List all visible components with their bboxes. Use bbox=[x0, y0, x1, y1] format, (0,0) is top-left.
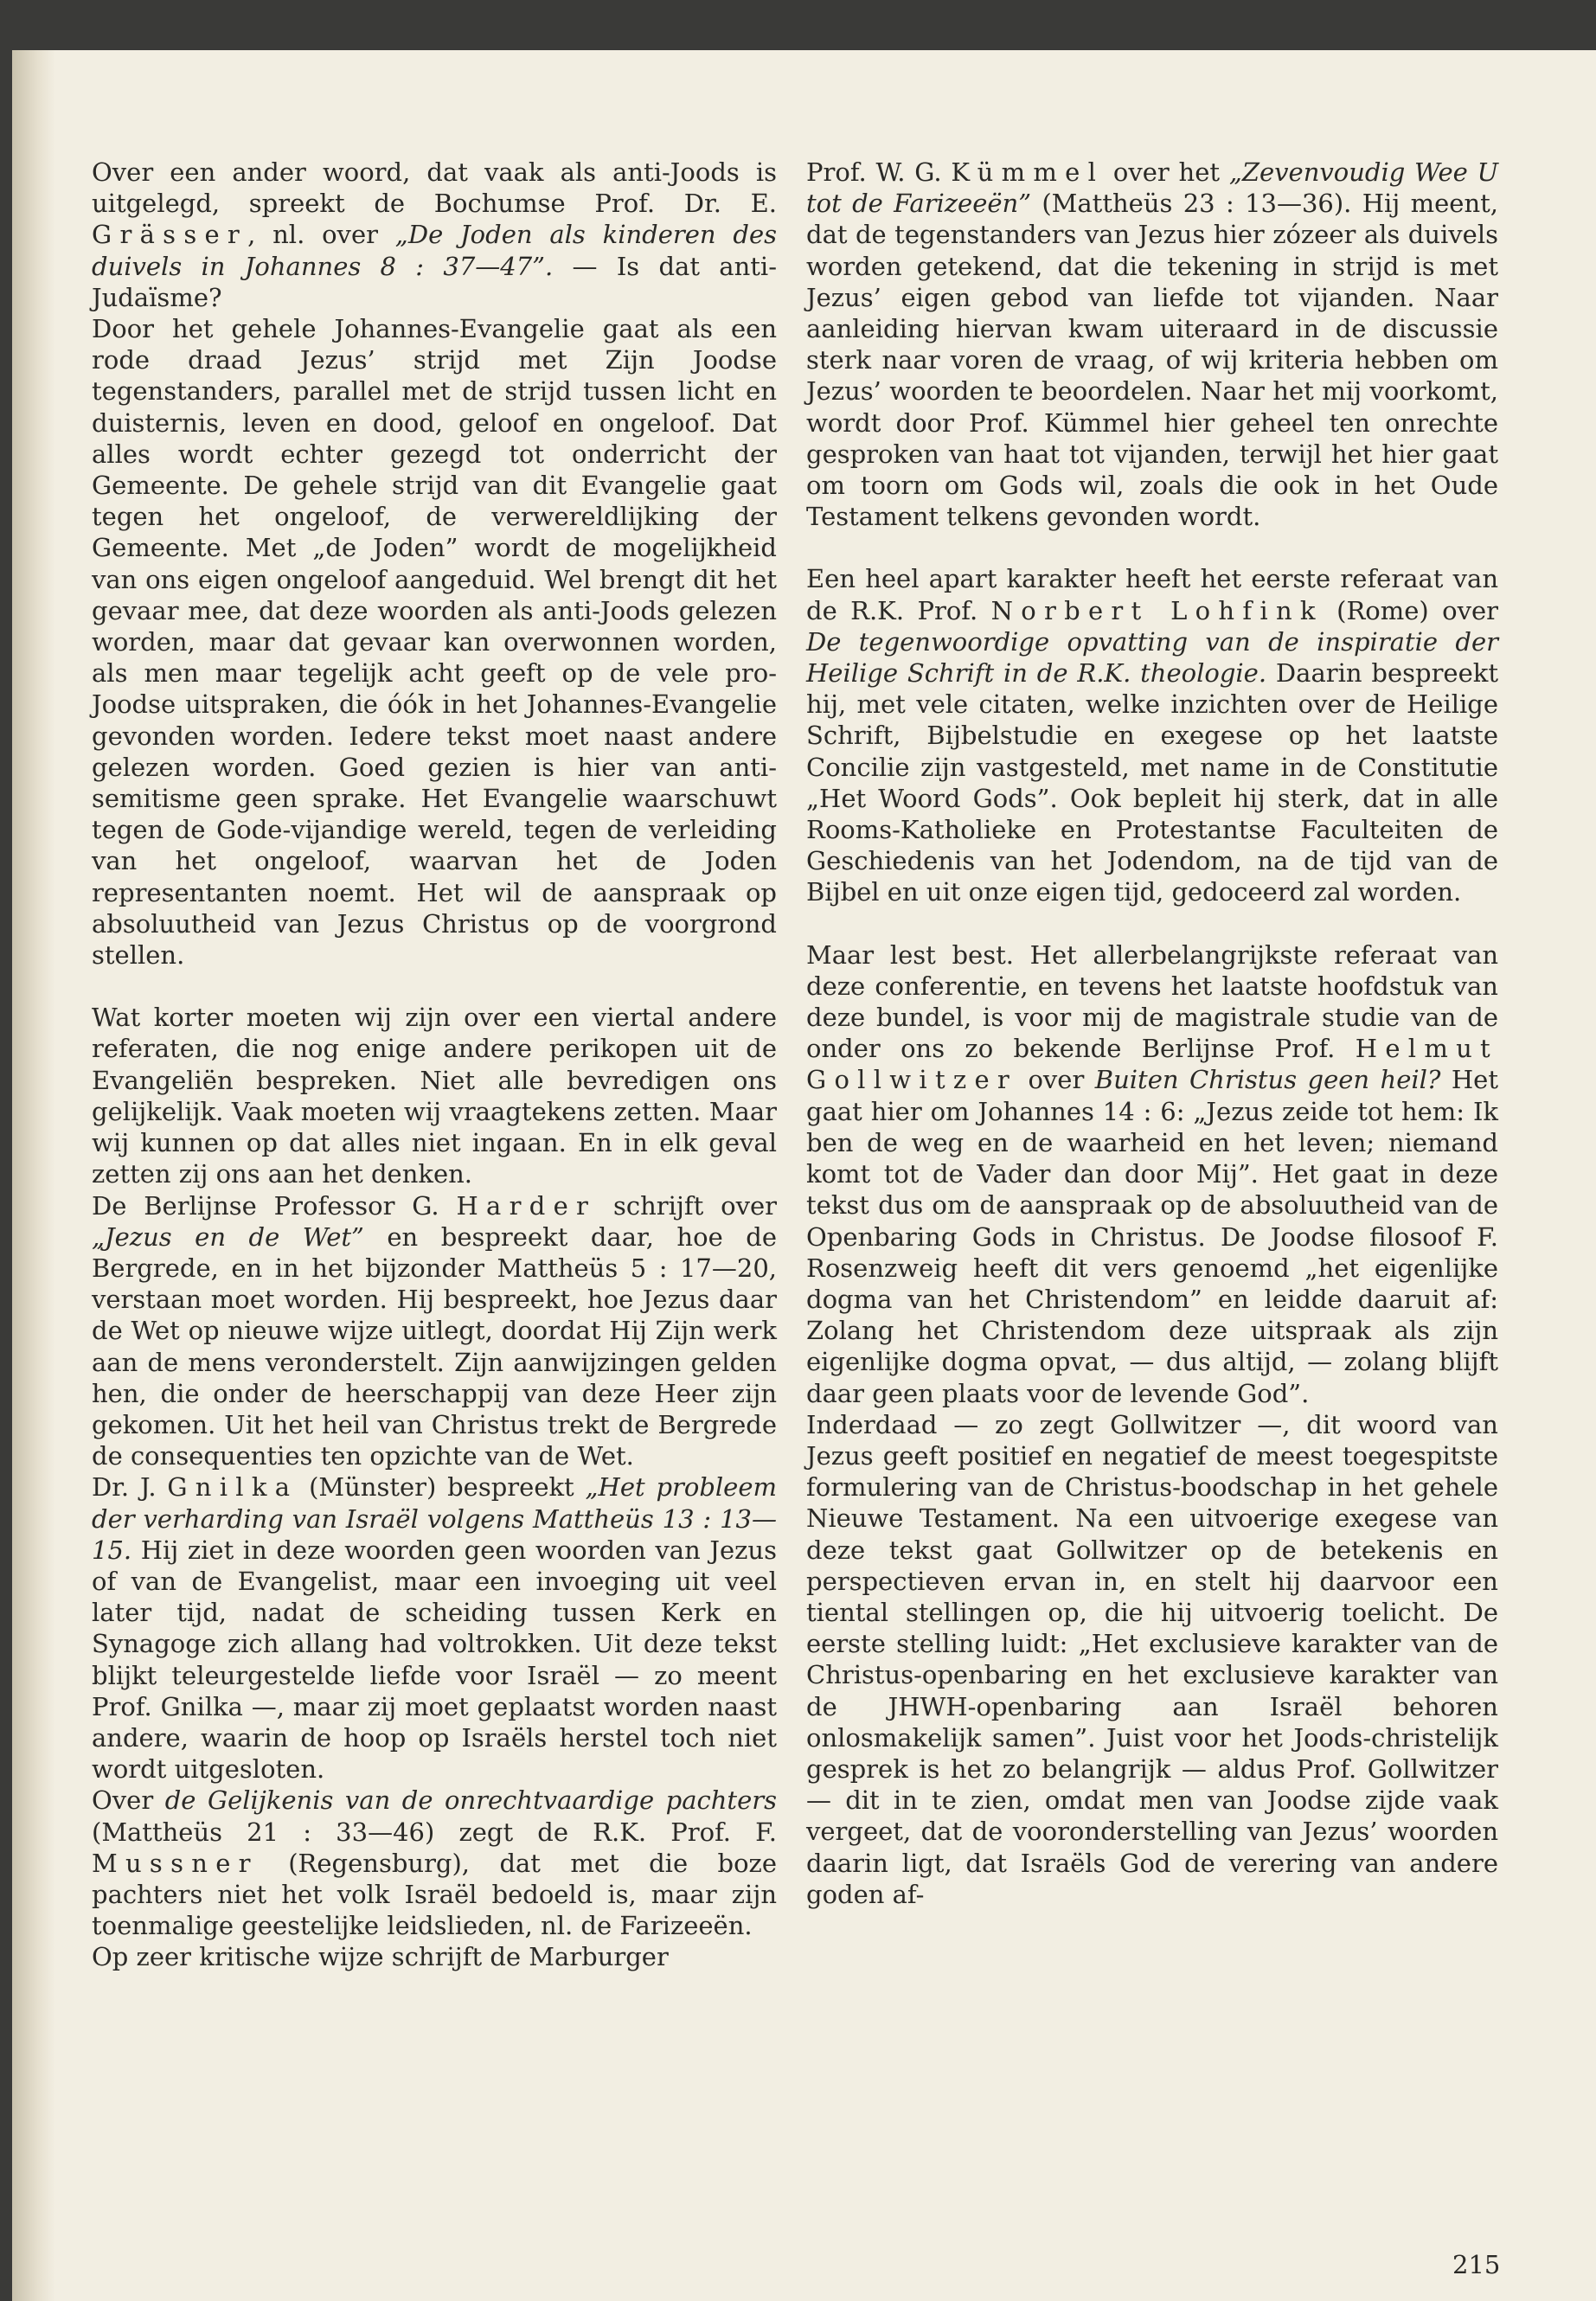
text-segment: Daarin bespreekt hij, met vele citaten, welke inzichten over de Heilige Schrift, Bijbelstudie en exegese op het laatste Concilie zijn vastgesteld, met name in de Constitutie „Het Woord Gods”. Ook bepleit hij sterk, dat in alle Rooms-Katholieke en Protestantse Faculteiten de Geschiedenis van het Jodendom, na de tijd van de Bijbel en uit onze eigen tijd, gedoceerd zal worden. bbox=[806, 658, 1498, 907]
left-column bbox=[92, 157, 777, 1973]
text-segment: Over een ander woord, dat vaak als anti-Joods is uitgelegd, spreekt de Bochumse Prof. Dr. E. bbox=[92, 157, 777, 219]
text-segment: Op zeer kritische wijze schrijft de Marburger bbox=[92, 1942, 669, 1972]
paragraph-marburger bbox=[92, 1941, 777, 1972]
text-segment: Het gaat hier om Johannes 14 : 6: „Jezus zeide tot hem: Ik ben de weg en de waarheid en het leven; niemand komt tot de Vader dan door Mij”. Het gaat in deze tekst dus om de aanspraak op de absoluutheid van de Openbaring Gods in Christus. De Joodse filosoof F. Rosenzweig heeft dit vers genoemd „het eigenlijke dogma van het Christendom” en leidde daaruit af: Zolang het Christendom deze uitspraak als zijn eigenlijke dogma opvat, — dus altijd, — zolang blijft daar geen plaats voor de levende God”. bbox=[806, 1065, 1498, 1408]
text-segment: over het bbox=[1104, 157, 1229, 187]
text-segment: Norbert Lohfink bbox=[990, 595, 1324, 625]
paragraph-harder bbox=[92, 1190, 777, 1472]
paragraph-gnilka bbox=[92, 1471, 777, 1785]
text-segment: (Regensburg), dat met die boze pachters niet het volk Israël bedoeld is, maar zijn toenmalige geestelijke leidslieden, nl. de Farizeeën. bbox=[92, 1848, 777, 1941]
text-segment: (Rome) over bbox=[1323, 595, 1498, 625]
text-segment: „De Joden als kinderen des duivels in Johannes 8 : 37—47”. bbox=[92, 220, 777, 281]
page-binding-shadow bbox=[12, 50, 55, 2301]
text-segment: Mussner bbox=[92, 1848, 259, 1878]
text-segment: De Berlijnse Professor G. bbox=[92, 1190, 457, 1221]
paragraph-mussner bbox=[92, 1785, 777, 1941]
text-segment: (Mattheüs 21 : 33—46) zegt de R.K. Prof. F. bbox=[92, 1817, 777, 1847]
text-segment: Een heel apart karakter heeft het eerste referaat van de R.K. Prof. bbox=[806, 564, 1498, 625]
text-segment: Harder bbox=[456, 1190, 597, 1221]
text-segment: over bbox=[1017, 1065, 1095, 1095]
text-segment: Maar lest best. Het allerbelangrijkste referaat van deze conferentie, en tevens het laatste hoofdstuk van deze bundel, is voor mij de magistrale studie van de onder ons zo bekende Berlijnse Prof. bbox=[806, 939, 1498, 1064]
text-segment: Helmut Gollwitzer bbox=[806, 1034, 1498, 1095]
text-segment: „Zevenvoudig Wee U tot de Farizeeën” bbox=[806, 157, 1499, 219]
text-segment: (Mattheüs 23 : 13—36). Hij meent, dat de tegenstanders van Jezus hier zózeer als duivels worden getekend, dat die tekening in strijd is met Jezus’ eigen gebod van liefde tot vijanden. Naar aanleiding hiervan kwam uiteraard in de discussie sterk naar voren de vraag, of wij kriteria hebben om Jezus’ woorden te beoordelen. Naar het mij voorkomt, wordt door Prof. Kümmel hier geheel ten onrechte gesproken van haat tot vijanden, terwijl het hier gaat om toorn om Gods wil, zoals die ook in het Oude Testament telkens gevonden wordt. bbox=[806, 189, 1499, 532]
text-segment: Hij ziet in deze woorden geen woorden van Jezus of van de Evangelist, maar een invoeging uit veel later tijd, nadat de scheiding tussen Kerk en Synagoge zich allang had voltrokken. Uit deze tekst blijkt teleurgestelde liefde voor Israël — zo meent Prof. Gnilka —, maar zij moet geplaatst worden naast andere, waarin de hoop op Israëls herstel toch niet wordt uitgesloten. bbox=[92, 1535, 777, 1785]
text-segment: — Is dat anti-Judaïsme? bbox=[92, 251, 778, 312]
text-segment: De tegenwoordige opvatting van de inspiratie der Heilige Schrift in de R.K. theologie. bbox=[806, 626, 1498, 689]
paragraph-kummel bbox=[806, 157, 1498, 532]
text-segment: Gnilka bbox=[167, 1472, 298, 1503]
paragraph-inderdaad bbox=[806, 1409, 1498, 1910]
text-segment: Inderdaad — zo zegt Gollwitzer —, dit woord van Jezus geeft positief en negatief de meest toegespitste formulering van de Christus-boodschap in het gehele Nieuwe Testament. Na een uitvoerige exegese van deze tekst gaat Gollwitzer op de betekenis en perspectieven ervan in, en stelt hij daarvoor een tiental stellingen op, die hij uitvoerig toelicht. De eerste stelling luidt: „Het exclusieve karakter van de Christus-openbaring en het exclusieve karakter van de JHWH-openbaring aan Israël behoren onlosmakelijk samen”. Juist voor het Joods-christelijk gesprek is het zo belangrijk — aldus Prof. Gollwitzer — dit in te zien, omdat men van Joodse zijde vaak vergeet, dat de vooronderstelling van Jezus’ woorden daarin ligt, dat Israëls God de verering van andere goden af- bbox=[806, 1409, 1498, 1909]
text-segment: en bespreekt daar, hoe de Bergrede, en in het bijzonder Mattheüs 5 : 17—20, verstaan moet worden. Hij bespreekt, hoe Jezus daar de Wet op nieuwe wijze uitlegt, doordat Hij Zijn werk aan de mens veronderstelt. Zijn aanwijzingen gelden hen, die onder de heerschappij van deze Heer zijn gekomen. Uit het heil van Christus trekt de Bergrede de consequenties ten opzichte van de Wet. bbox=[92, 1221, 777, 1471]
text-segment: (Münster) bespreekt bbox=[298, 1472, 586, 1503]
text-segment: schrijft over bbox=[596, 1190, 777, 1221]
page-number: 215 bbox=[1452, 2250, 1501, 2279]
paragraph-johannes-evangelie bbox=[92, 313, 777, 971]
paragraph-grasser bbox=[92, 157, 777, 313]
text-segment: Door het gehele Johannes-Evangelie gaat als een rode draad Jezus’ strijd met Zijn Joodse tegenstanders, parallel met de strijd tussen licht en duisternis, leven en dood, geloof en ongeloof. Dat alles wordt echter gezegd tot onderricht der Gemeente. De gehele strijd van dit Evangelie gaat tegen het ongeloof, de verwereldlijking der Gemeente. Met „de Joden” wordt de mogelijkheid van ons eigen ongeloof aangeduid. Wel brengt dit het gevaar mee, dat deze woorden als anti-Joods gelezen worden, maar dat gevaar kan overwonnen worden, als men maar tegelijk acht geeft op de vele pro-Joodse uitspraken, die óók in het Johannes-Evangelie gevonden worden. Iedere tekst moet naast andere gelezen worden. Goed gezien is hier van anti-semitisme geen sprake. Het Evangelie waarschuwt tegen de Gode-vijandige wereld, tegen de verleiding van het ongeloof, waarvan het de Joden representanten noemt. Het wil de aanspraak op absoluutheid van Jezus Christus op de voorgrond stellen. bbox=[92, 314, 777, 971]
text-segment: Wat korter moeten wij zijn over een viertal andere referaten, die nog enige andere perikopen uit de Evangeliën bespreken. Niet alle bevredigen ons gelijkelijk. Vaak moeten wij vraagtekens zetten. Maar wij kunnen op dat alles niet ingaan. En in elk geval zetten zij ons aan het denken. bbox=[92, 1003, 777, 1189]
text-segment: Over bbox=[92, 1785, 165, 1816]
text-segment: Kümmel bbox=[951, 157, 1105, 187]
paragraph-lohfink bbox=[806, 563, 1498, 907]
right-column bbox=[806, 157, 1498, 1910]
paragraph-gollwitzer bbox=[806, 939, 1498, 1409]
text-segment: Dr. J. bbox=[92, 1472, 168, 1503]
text-segment: „Het probleem der verharding van Israël volgens Mattheüs 13 : 13—15. bbox=[92, 1472, 777, 1565]
text-segment: „Jezus en de Wet” bbox=[92, 1221, 364, 1252]
text-segment: Grässer bbox=[92, 220, 248, 250]
text-segment: Buiten Christus geen heil? bbox=[1094, 1065, 1441, 1095]
text-segment: de Gelijkenis van de onrechtvaardige pachters bbox=[164, 1785, 777, 1816]
text-segment: , nl. over bbox=[247, 220, 395, 250]
paragraph-viertal-referaten bbox=[92, 1002, 777, 1189]
text-segment: Prof. W. G. bbox=[806, 157, 952, 187]
book-page bbox=[12, 50, 1596, 2301]
